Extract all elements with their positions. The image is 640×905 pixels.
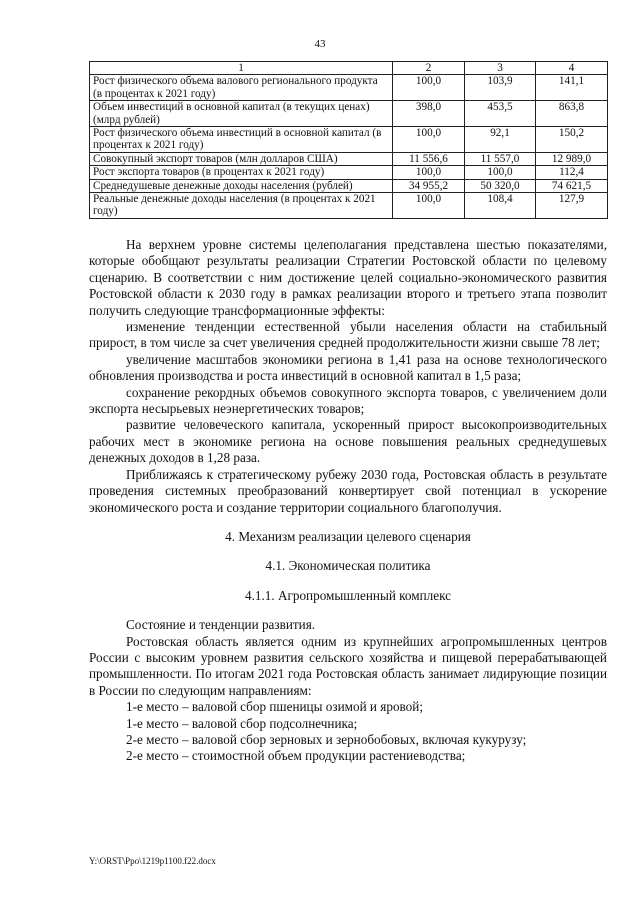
table-cell: 34 955,2 [393, 179, 465, 192]
table-cell: 453,5 [465, 101, 536, 127]
subsection-heading: 4.1. Экономическая политика [265, 558, 431, 574]
table-row [90, 101, 608, 127]
table-cell: 12 989,0 [536, 152, 608, 165]
list-item: 1-е место – валовой сбор пшеницы озимой и яровой; [126, 699, 423, 715]
table-header-cell: 2 [393, 62, 465, 75]
table-row [90, 166, 608, 179]
paragraph: На верхнем уровне системы целеполагания представлена шестью показателями, которые обобщают результаты реализации Стратегии Ростовской области по целевому сценарию. В соответствии с ним достижение целей социально-экономического развития Ростовской области к 2030 году в рамках реализации второго и третьего этапа позволит получить следующие трансформационные эффекты: [89, 237, 607, 318]
table-cell: 100,0 [393, 75, 465, 101]
table-row [90, 179, 608, 192]
table-cell: 863,8 [536, 101, 608, 127]
page-number: 43 [314, 38, 326, 50]
paragraph: Приближаясь к стратегическому рубежу 2030 года, Ростовская область в результате проведения системных преобразований конвертирует свой потенциал в ускорение экономического роста и создание территории социального благополучия. [89, 466, 607, 515]
table-cell: 150,2 [536, 127, 608, 153]
table-cell: 108,4 [465, 193, 536, 219]
paragraph: Ростовская область является одним из крупнейших агропромышленных центров России с высоким уровнем развития сельского хозяйства и пищевой перерабатывающей промышленности. По итогам 2021 года Ростовская область занимает лидирующие позиции в России по следующим направлениям: [89, 633, 607, 698]
table-cell-label: Объем инвестиций в основной капитал (в текущих ценах) (млрд рублей) [90, 101, 393, 127]
table-header-cell: 4 [536, 62, 608, 75]
table-cell: 92,1 [465, 127, 536, 153]
table-cell: 127,9 [536, 193, 608, 219]
table-cell: 100,0 [393, 127, 465, 153]
table-cell: 100,0 [393, 193, 465, 219]
paragraph: Состояние и тенденции развития. [126, 617, 316, 633]
effect-item: развитие человеческого капитала, ускоренный прирост высокопроизводительных рабочих мест в экономике региона на основе повышения реальных среднедушевых денежных доходов в 1,28 раза. [89, 417, 607, 466]
section-heading: 4. Механизм реализации целевого сценария [225, 528, 471, 544]
subsubsection-heading: 4.1.1. Агропромышленный комплекс [244, 587, 452, 603]
table-cell: 50 320,0 [465, 179, 536, 192]
table-row [90, 127, 608, 153]
table-cell: 11 556,6 [393, 152, 465, 165]
table-cell-label: Реальные денежные доходы населения (в процентах к 2021 году) [90, 193, 393, 219]
table-header-cell: 1 [90, 62, 393, 75]
table-row [90, 152, 608, 165]
table-cell-label: Рост физического объема инвестиций в основной капитал (в процентах к 2021 году) [90, 127, 393, 153]
table-cell: 112,4 [536, 166, 608, 179]
table-row [90, 75, 608, 101]
table-cell: 100,0 [465, 166, 536, 179]
effect-item: изменение тенденции естественной убыли населения области на стабильный прирост, в том числе за счет увеличения средней продолжительности жизни свыше 78 лет; [89, 319, 607, 351]
list-item: 1-е место – валовой сбор подсолнечника; [126, 715, 358, 731]
indicators-table [89, 61, 608, 219]
table-cell: 100,0 [393, 166, 465, 179]
effect-item: увеличение масштабов экономики региона в 1,41 раза на основе технологического обновления производства и роста инвестиций в основной капитал в 1,5 раза; [89, 351, 607, 384]
list-item: 2-е место – стоимостной объем продукции растениеводства; [126, 748, 466, 764]
table-header-cell: 3 [465, 62, 536, 75]
table-row [90, 193, 608, 219]
table-header-row [90, 62, 608, 75]
document-body [89, 237, 607, 765]
table-cell: 141,1 [536, 75, 608, 101]
file-path-footer: Y:\ORST\Ppo\1219p1100.f22.docx [89, 856, 216, 866]
table-cell-label: Совокупный экспорт товаров (млн долларов США) [90, 152, 393, 165]
table-cell: 74 621,5 [536, 179, 608, 192]
table-cell-label: Рост экспорта товаров (в процентах к 2021 году) [90, 166, 393, 179]
table-cell-label: Рост физического объема валового регионального продукта (в процентах к 2021 году) [90, 75, 393, 101]
table-cell: 103,9 [465, 75, 536, 101]
table-cell-label: Среднедушевые денежные доходы населения (рублей) [90, 179, 393, 192]
list-item: 2-е место – валовой сбор зерновых и зернобобовых, включая кукурузу; [126, 731, 527, 747]
table-cell: 11 557,0 [465, 152, 536, 165]
effect-item: сохранение рекордных объемов совокупного экспорта товаров, с увеличением доли экспорта несырьевых неэнергетических товаров; [89, 384, 607, 417]
table-cell: 398,0 [393, 101, 465, 127]
